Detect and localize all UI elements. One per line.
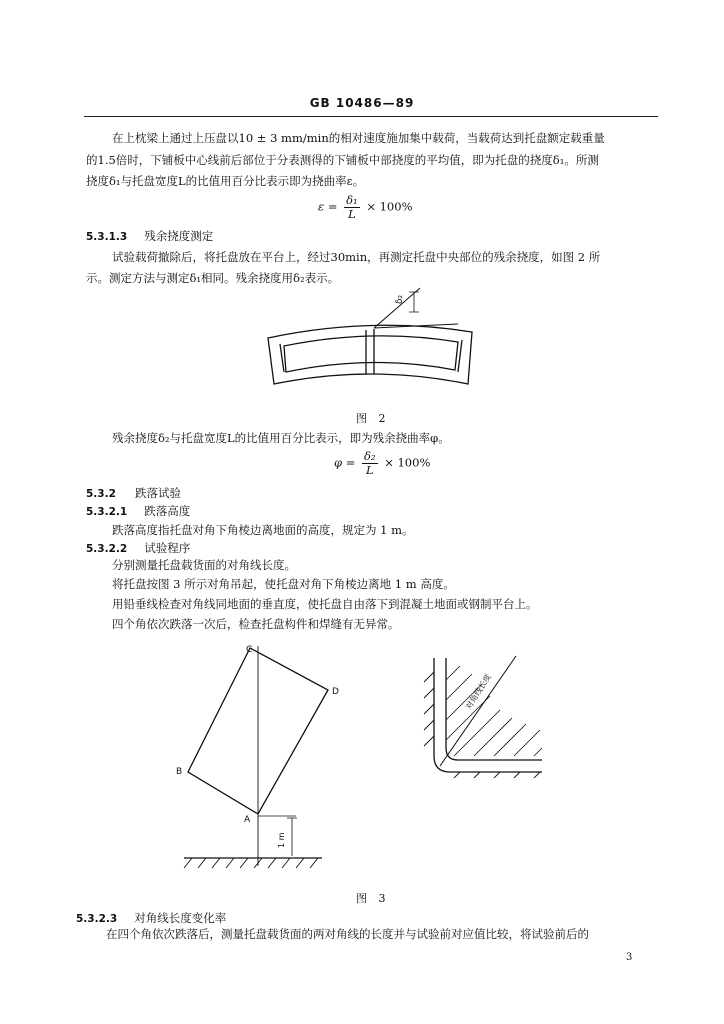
para-2-line-1: 残余挠度δ₂与托盘宽度L的比值用百分比表示，即为残余挠曲率φ。 <box>112 431 450 445</box>
section-title: 残余挠度测定 <box>144 229 214 243</box>
figure-2-caption: 图 2 <box>356 412 390 425</box>
section-number: 5.3.2.1 <box>86 506 128 518</box>
para-1-line-1: 在上枕梁上通过上压盘以10 ± 3 mm/min的相对速度施加集中载荷，当载荷达到托盘额定载重量 <box>112 131 605 145</box>
section-5-3-2-heading <box>86 482 181 501</box>
formula-residual-rate <box>334 450 430 477</box>
formula-2-fraction <box>362 450 378 477</box>
formula-2-lhs: φ = <box>334 455 356 470</box>
formula-1-lhs: ε = <box>318 199 338 214</box>
section-number: 5.3.1.3 <box>86 231 128 243</box>
section-5-3-2-2-line-3: 用铅垂线检查对角线同地面的垂直度，使托盘自由落下到混凝土地面或钢制平台上。 <box>112 597 538 611</box>
section-5-3-2-1-line-1: 跌落高度指托盘对角下角棱边离地面的高度，规定为 1 m。 <box>112 523 414 537</box>
formula-1-numerator: δ₁ <box>346 193 358 207</box>
section-5-3-2-3-line-1: 在四个角依次跌落后，测量托盘载货面的两对角线的长度并与试验前对应值比较，将试验前后的 <box>106 927 589 941</box>
delta-2-label: δ₂ <box>395 294 405 304</box>
section-5-3-2-2-heading <box>86 537 190 556</box>
para-1-line-2: 的1.5倍时，下铺板中心线前后部位于分表测得的下铺板中部挠度的平均值，即为托盘的挠度δ₁。所测 <box>86 153 599 167</box>
formula-2-denominator: L <box>365 463 374 477</box>
corner-label-a: A <box>244 815 251 825</box>
section-5-3-2-2-line-2: 将托盘按图 3 所示对角吊起，使托盘对角下角棱边离地 1 m 高度。 <box>112 577 455 591</box>
section-5-3-2-2-line-4: 四个角依次跌落一次后，检查托盘构件和焊缝有无异常。 <box>112 617 400 631</box>
formula-2-numerator: δ₂ <box>364 449 376 463</box>
figure-3-corner-detail <box>420 648 555 778</box>
header-rule <box>84 116 658 117</box>
formula-deflection-rate <box>318 194 413 221</box>
figure-3-drop-diagram <box>170 636 340 876</box>
formula-1-denominator: L <box>348 207 356 221</box>
height-label: 1 m <box>277 832 286 848</box>
diagonal-length-label: 对角线长度 <box>464 672 493 712</box>
corner-label-c: C <box>246 645 253 655</box>
section-title: 试验程序 <box>144 541 191 555</box>
section-number: 5.3.2.2 <box>86 543 128 555</box>
section-5-3-1-3-line-2: 示。测定方法与测定δ₁相同。残余挠度用δ₂表示。 <box>86 271 340 285</box>
section-5-3-1-3-line-1: 试验载荷撤除后，将托盘放在平台上，经过30min，再测定托盘中央部位的残余挠度，如图 2 所 <box>112 250 601 264</box>
standard-code: GB 10486—89 <box>309 96 415 110</box>
section-number: 5.3.2 <box>86 488 116 500</box>
corner-label-d: D <box>332 687 339 697</box>
para-1-line-3: 挠度δ₁与托盘宽度L的比值用百分比表示即为挠曲率ε。 <box>86 174 365 188</box>
figure-2-pallet-diagram <box>262 284 482 400</box>
section-title: 跌落试验 <box>135 486 181 500</box>
section-5-3-1-3-heading <box>86 225 213 244</box>
formula-2-rhs: × 100% <box>384 455 431 470</box>
section-5-3-2-1-heading <box>86 500 190 519</box>
section-5-3-2-2-line-1: 分别测量托盘载货面的对角线长度。 <box>112 558 296 572</box>
formula-1-rhs: × 100% <box>366 199 413 214</box>
section-title: 跌落高度 <box>144 504 191 518</box>
section-number: 5.3.2.3 <box>76 913 118 925</box>
section-title: 对角线长度变化率 <box>134 911 227 925</box>
figure-3-caption: 图 3 <box>356 892 390 905</box>
page-number: 3 <box>626 952 633 963</box>
corner-label-b: B <box>176 767 183 777</box>
formula-1-fraction <box>344 194 360 221</box>
